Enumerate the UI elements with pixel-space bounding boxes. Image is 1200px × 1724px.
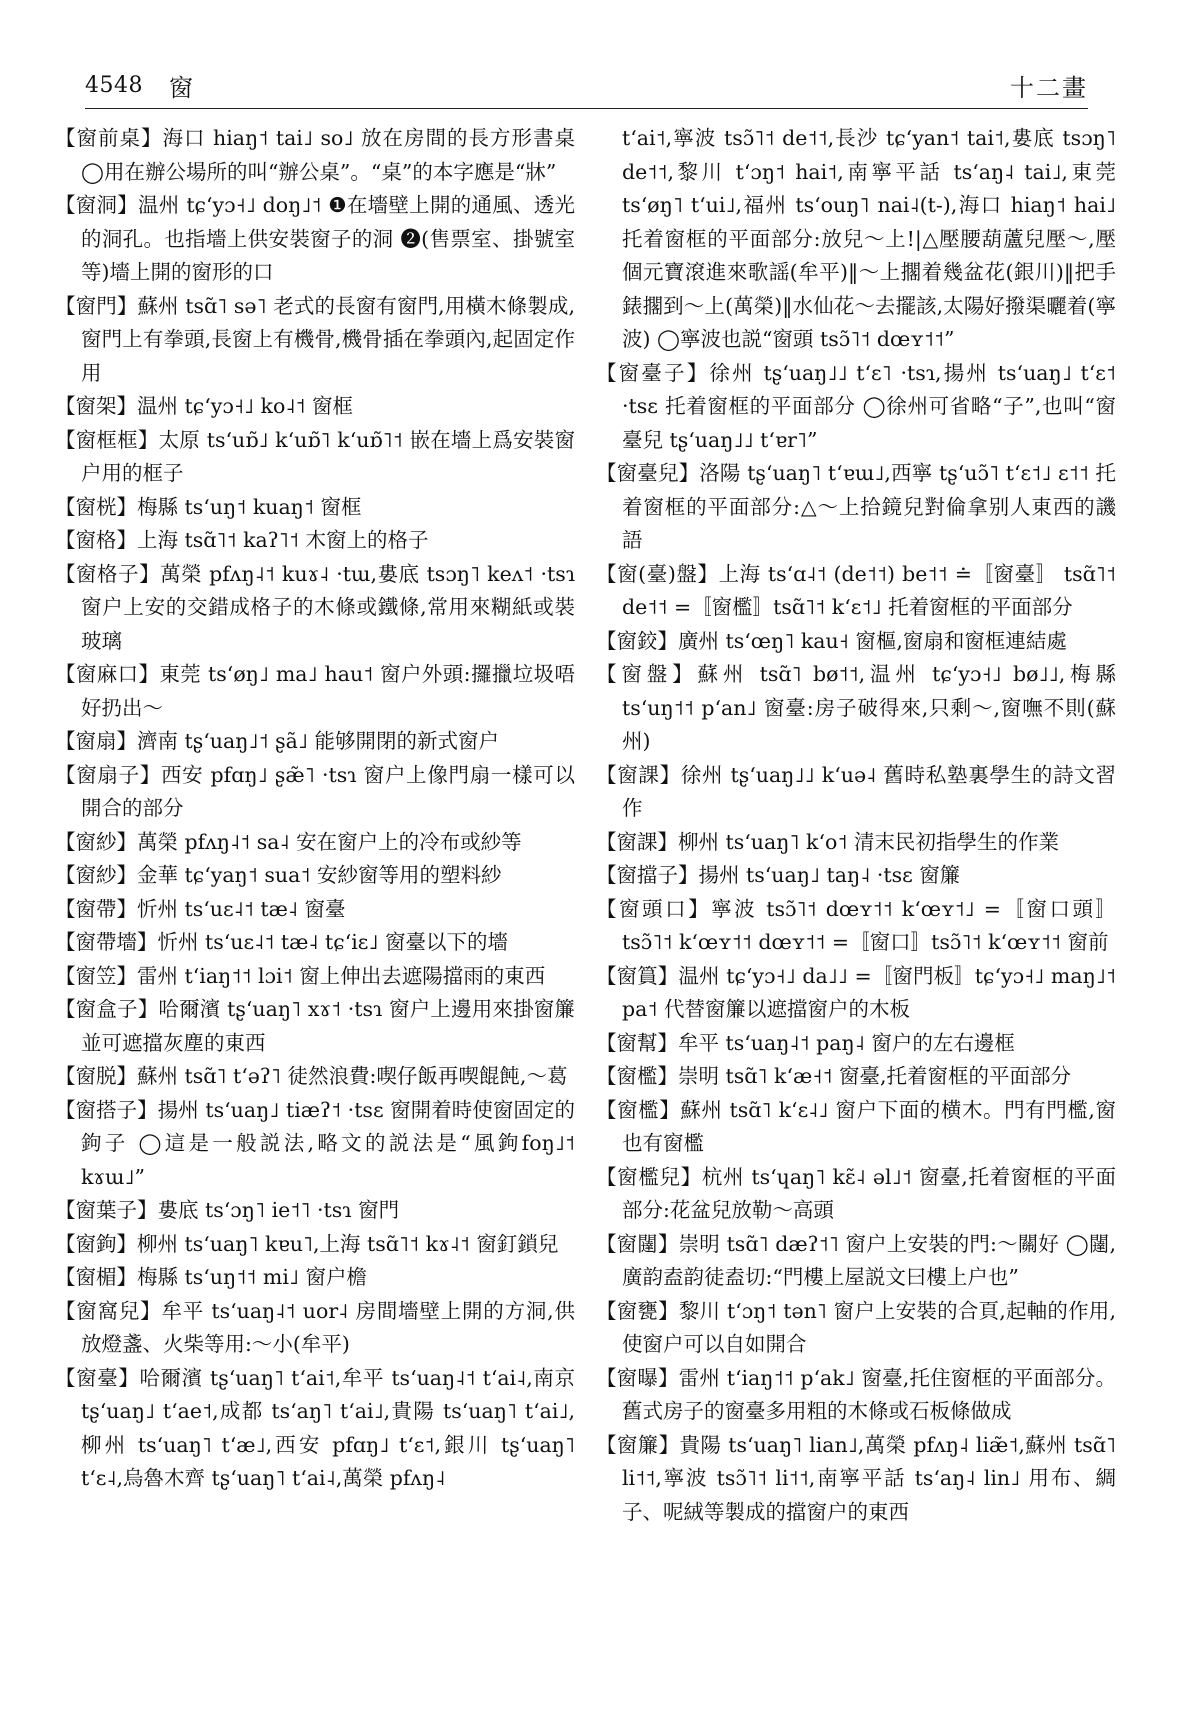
dictionary-entry: 【窗鉤】柳州 tsʻuaŋ˥ kɐu˥,上海 tsɑ̃˥˦ kɤ˨˦ 窗釘鎖兒 [55,1231,559,1256]
dictionary-entry-continued: tʻai˦,寧波 tsɔ̃˥˦ de˦˦,長沙 tɕʻyan˦ tai˦,婁底 tsɔŋ˥ de˦˦,黎川 tʻɔŋ˦ hai˦,南寧平話 tsʻaŋ˨ tai˩,東莞 tsʻøŋ˥ tʻui˩,福州 tsʻouŋ˥ nai˨(t-),海口 hiaŋ˦ hai˩ 托着窗框的平面部分:放兒～上!|△壓腰葫蘆兒壓～,壓個元寶滾進來歌謡(牟平)‖～上擱着幾盆花(銀川)‖把手錶擱到～上(萬榮)‖水仙花～去擺該,太陽好撥渠曬着(寧波) ◯寧波也説“窗頭 tsɔ̃˥˦ dœʏ˦˦” [622,126,1116,351]
header-rule [85,108,1088,109]
dictionary-entry: 【窗紗】金華 tɕʻyaŋ˦ sua˦ 安紗窗等用的塑料紗 [55,863,502,887]
dictionary-entry: 【窗(臺)盤】上海 tsʻɑ˨˦ (de˦˦) be˦˦ ≐〚窗臺〛 tsɑ̃˥˦ de˦˦ =〚窗檻〛tsɑ̃˥˦ kʻɛ˦˩ 托着窗框的平面部分 [596,561,1116,619]
dictionary-entry: 【窗臺兒】洛陽 tʂʻuaŋ˥ tʻɐɯ˩,西寧 tʂʻuɔ̃˥ tʻɛ˦˩ ɛ˦˦ 托着窗框的平面部分:△～上拾鏡兒對倫拿别人東西的譏語 [596,461,1116,552]
dictionary-entry: 【窗曝】雷州 tʻiaŋ˦˦ pʻak˩ 窗臺,托住窗框的平面部分。舊式房子的窗臺多用粗的木條或石板條做成 [596,1365,1116,1423]
dictionary-entry: 【窗簾】貴陽 tsʻuaŋ˥ lian˩,萬榮 pfʌŋ˨ liæ̃˦,蘇州 tsɑ̃˥ li˦˦,寧波 tsɔ̃˥˦ li˦˦,南寧平話 tsʻaŋ˨ lin˩ 用布、綢子、呢絨等製成的擋窗户的東西 [596,1432,1116,1524]
dictionary-entry: 【窗帶墻】忻州 tsʻuɛ˨˦ tæ˨ tɕʻiɛ˩ 窗臺以下的墻 [55,930,509,954]
dictionary-entry: 【窗鉸】廣州 tsʻœŋ˥ kau˧ 窗樞,窗扇和窗框連結處 [596,628,1067,653]
dictionary-entry: 【窗盒子】哈爾濱 tʂʻuaŋ˥ xɤ˦ ·tsɿ 窗户上邊用來掛窗簾並可遮擋灰塵的東西 [55,997,575,1055]
dictionary-entry: 【窗架】温州 tɕʻyɔ˧˩ ko˨˦ 窗框 [55,394,354,418]
dictionary-entry: 【窗搭子】揚州 tsʻuaŋ˩ tiæʔ˦ ·tsɛ 窗開着時使窗固定的鉤子 ◯這是一般説法,略文的説法是“風鉤foŋ˩˦ kɤɯ˩” [55,1097,575,1189]
dictionary-entry: 【窗臺子】徐州 tʂʻuaŋ˩˩ tʻɛ˥ ·tsɿ,揚州 tsʻuaŋ˩ tʻɛ˦ ·tsɛ 托着窗框的平面部分 ◯徐州可省略“子”,也叫“窗臺兒 tʂʻuaŋ˩˩ tʻɐr˥” [596,360,1116,452]
section-label: 十二畫 [1010,73,1088,102]
dictionary-entry: 【窗闥】崇明 tsɑ̃˥ dæʔ˦˥ 窗户上安裝的門:～關好 ◯闥,廣韵盍韵徒盍切:“門樓上屋説文曰樓上户也” [596,1231,1116,1289]
dictionary-entry: 【窗門】蘇州 tsɑ̃˥ sə˥ 老式的長窗有窗門,用橫木條製成,窗門上有拳頭,長窗上有機骨,機骨插在拳頭內,起固定作用 [55,293,575,385]
dictionary-entry: 【窗檻兒】杭州 tsʻɥaŋ˥ kɛ̃˨ əl˩˦ 窗臺,托着窗框的平面部分:花盆兒放勒～高頭 [596,1164,1116,1222]
dictionary-entry: 【窗扇子】西安 pfɑŋ˩ ʂæ̃˥ ·tsɿ 窗户上像門扇一樣可以開合的部分 [55,762,575,820]
dictionary-entry: 【窗格】上海 tsɑ̃˥˦ kaʔ˥˦ 木窗上的格子 [55,528,429,552]
dictionary-entry: 【窗紗】萬榮 pfʌŋ˨˦ sa˨ 安在窗户上的冷布或紗等 [55,829,522,854]
dictionary-entry: 【窗課】徐州 tʂʻuaŋ˩˩ kʻuə˨ 舊時私塾裏學生的詩文習作 [596,762,1116,820]
dictionary-entry: 【窗窩兒】牟平 tsʻuaŋ˨˦ uor˨ 房間墻壁上開的方洞,供放燈盞、火柴等用:～小(牟平) [55,1298,575,1356]
dictionary-entry: 【窗帶】忻州 tsʻuɛ˨˦ tæ˨ 窗臺 [55,896,346,921]
dictionary-entry: 【窗擋子】揚州 tsʻuaŋ˩ taŋ˨ ·tsɛ 窗簾 [596,863,961,887]
dictionary-entry: 【窗洞】温州 tɕʻyɔ˧˩ doŋ˩˦ ❶在墻壁上開的通風、透光的洞孔。也指墻上供安裝窗子的洞 ❷(售票室、掛號室等)墻上開的窗形的口 [55,193,575,284]
dictionary-entry: 【窗檻】蘇州 tsɑ̃˥ kʻɛ˨˩ 窗户下面的横木。門有門檻,窗也有窗檻 [596,1097,1116,1155]
dictionary-entry: 【窗葉子】婁底 tsʻɔŋ˥ ie˦˥ ·tsɿ 窗門 [55,1198,400,1222]
page-header [85,68,1088,102]
dictionary-entry: 【窗盤】蘇州 tsɑ̃˥ bø˦˦,温州 tɕʻyɔ˧˩ bø˩˩,梅縣 tsʻuŋ˦˦ pʻan˩ 窗臺:房子破得來,只剩～,窗嘸不則(蘇州) [596,662,1116,753]
dictionary-entry: 【窗幫】牟平 tsʻuaŋ˨˦ paŋ˨ 窗户的左右邊框 [596,1030,1015,1055]
dictionary-entry: 【窗甕】黎川 tʻɔŋ˦ tən˥ 窗户上安裝的合頁,起軸的作用,使窗户可以自如開合 [596,1298,1116,1356]
header-character: 窗 [169,73,193,102]
page-number: 4548 [85,72,143,98]
dictionary-entry: 【窗楣】梅縣 tsʻuŋ˦˦ mi˩ 窗户檐 [55,1265,368,1289]
dictionary-entry: 【窗框框】太原 tsʻuɒ̃˩ kʻuɒ̃˥ kʻuɒ̃˥˦ 嵌在墻上爲安裝窗户用的框子 [55,427,575,485]
dictionary-entry: 【窗前桌】海口 hiaŋ˦ tai˩ so˩ 放在房間的長方形書桌 ◯用在辦公場所的叫“辦公桌”。“桌”的本字應是“牀” [55,126,575,184]
dictionary-entry: 【窗脱】蘇州 tsɑ̃˥ tʻəʔ˥ 徒然浪費:喫仔飯再喫餛飩,～葛 [55,1064,568,1088]
dictionary-entry: 【窗扇】濟南 tʂʻuaŋ˩˦ ʂã˩ 能够開閉的新式窗户 [55,729,500,753]
dictionary-entry: 【窗頭口】寧波 tsɔ̃˥˦ dœʏ˦˦ kʻœʏ˦˩ =〚窗口頭〛tsɔ̃˥˦ kʻœʏ˦˦ dœʏ˦˦ =〚窗口〛tsɔ̃˥˦ kʻœʏ˦˦ 窗前 [596,896,1116,954]
dictionary-entry: 【窗麻口】東莞 tsʻøŋ˩ ma˩ hau˦ 窗户外頭:攞擸垃圾唔好扔出～ [55,662,575,720]
dictionary-entry: 【窗桄】梅縣 tsʻuŋ˦ kuaŋ˦ 窗框 [55,494,362,519]
dictionary-entry: 【窗課】柳州 tsʻuaŋ˥ kʻo˦ 清末民初指學生的作業 [596,829,1059,854]
dictionary-entry: 【窗檻】崇明 tsɑ̃˥ kʻæ˧˦ 窗臺,托着窗框的平面部分 [596,1064,1071,1088]
dictionary-entry: 【窗格子】萬榮 pfʌŋ˨˦ kuɤ˨ ·tɯ,婁底 tsɔŋ˥ keʌ˦ ·tsɿ 窗户上安的交錯成格子的木條或鐵條,常用來糊紙或裝玻璃 [55,561,575,653]
dictionary-entry: 【窗笠】雷州 tʻiaŋ˦˦ lɔi˦ 窗上伸出去遮陽擋雨的東西 [55,963,546,988]
dictionary-entry: 【窗臺】哈爾濱 tʂʻuaŋ˥ tʻai˦,牟平 tsʻuaŋ˨˦ tʻai˨,南京 tʂʻuaŋ˩ tʻae˦,成都 tsʻaŋ˥ tʻai˩,貴陽 tsʻuaŋ˥ tʻai˩,柳州 tsʻuaŋ˥ tʻæ˩,西安 pfɑŋ˩ tʻɛ˦,銀川 tʂʻuaŋ˥ tʻɛ˨,烏魯木齊 tʂʻuaŋ˥ tʻai˨,萬榮 pfʌŋ˨ [55,1365,575,1490]
right-column [596,122,1116,1529]
left-column [55,122,575,1496]
dictionary-entry: 【窗篔】温州 tɕʻyɔ˧˩ da˩˩ =〚窗門板〛tɕʻyɔ˧˩ maŋ˩˦ pa˦ 代替窗簾以遮擋窗户的木板 [596,963,1116,1021]
